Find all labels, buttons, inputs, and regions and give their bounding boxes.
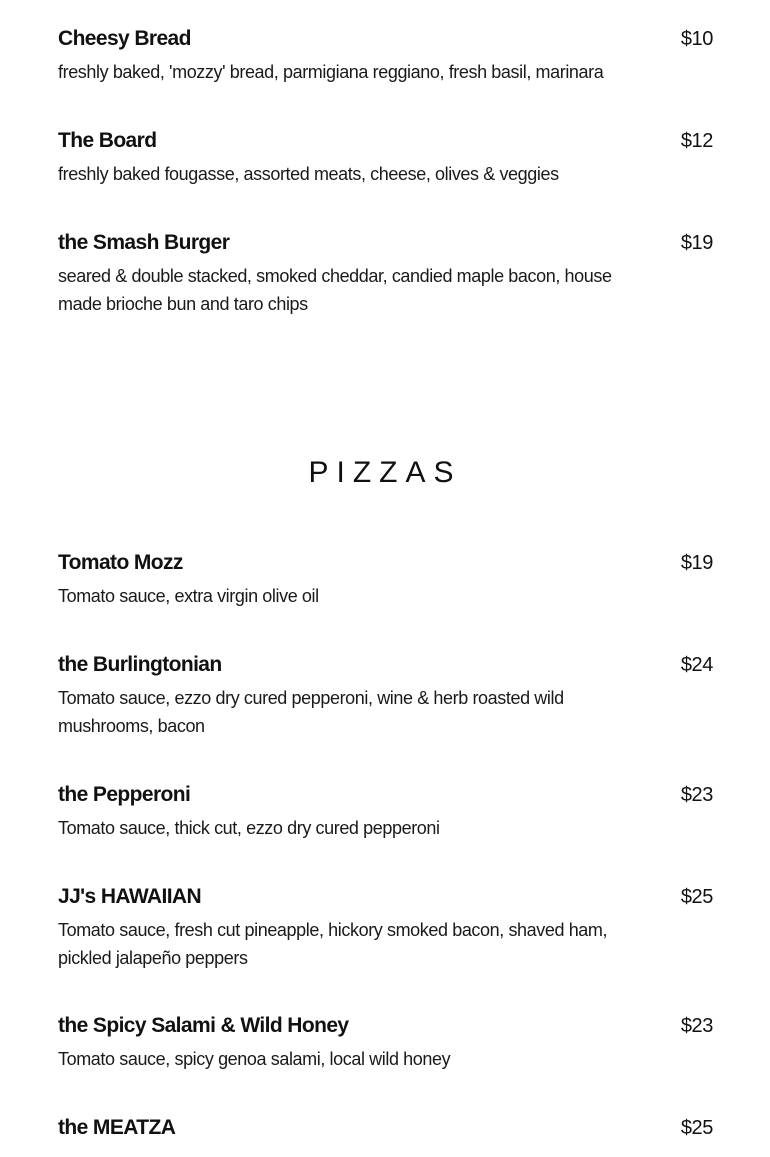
item-price: $10 [680,28,713,50]
item-name: the Smash Burger [58,231,230,254]
item-description: Tomato sauce, ezzo dry cured pepperoni, wine & herb roasted wild mushrooms, bacon [58,688,564,736]
menu-item-smash-burger [58,230,713,340]
item-name: Tomato Mozz [58,551,183,574]
item-price: $25 [680,886,713,908]
menu-top-section [58,26,713,340]
menu-item-spicy-salami [58,1013,713,1115]
menu-item-the-board [58,128,713,230]
item-name: the Burlingtonian [58,653,222,676]
item-name: the Pepperoni [58,783,191,806]
section-title-pizzas: PIZZAS [308,456,462,489]
item-price: $19 [680,232,713,254]
item-description: seared & double stacked, smoked cheddar, candied maple bacon, house made brioche bun and taro chips [58,266,612,314]
item-description: Tomato sauce, extra virgin olive oil [58,586,319,606]
item-description: freshly baked fougasse, assorted meats, cheese, olives & veggies [58,164,559,184]
item-price: $23 [680,1015,713,1037]
item-price: $24 [680,654,713,676]
menu-item-burlingtonian [58,652,713,782]
menu-item-meatza [58,1115,713,1155]
item-name: Cheesy Bread [58,27,191,50]
item-name: The Board [58,129,157,152]
item-name: the MEATZA [58,1116,176,1139]
item-price: $23 [680,784,713,806]
menu-item-pepperoni [58,782,713,884]
menu-item-tomato-mozz [58,550,713,652]
menu-pizzas-section [58,550,713,1155]
item-description: Tomato sauce, thick cut, ezzo dry cured pepperoni [58,818,440,838]
item-description: freshly baked, 'mozzy' bread, parmigiana reggiano, fresh basil, marinara [58,62,604,82]
item-name: JJ's HAWAIIAN [58,885,202,908]
item-name: the Spicy Salami & Wild Honey [58,1014,349,1037]
menu-item-cheesy-bread [58,26,713,128]
item-description: Tomato sauce, spicy genoa salami, local wild honey [58,1049,451,1069]
item-price: $25 [680,1117,713,1139]
item-description: Tomato sauce, fresh cut pineapple, hickory smoked bacon, shaved ham, pickled jalapeño peppers [58,920,608,968]
item-price: $19 [680,552,713,574]
menu-item-jjs-hawaiian [58,884,713,1013]
item-price: $12 [680,130,713,152]
